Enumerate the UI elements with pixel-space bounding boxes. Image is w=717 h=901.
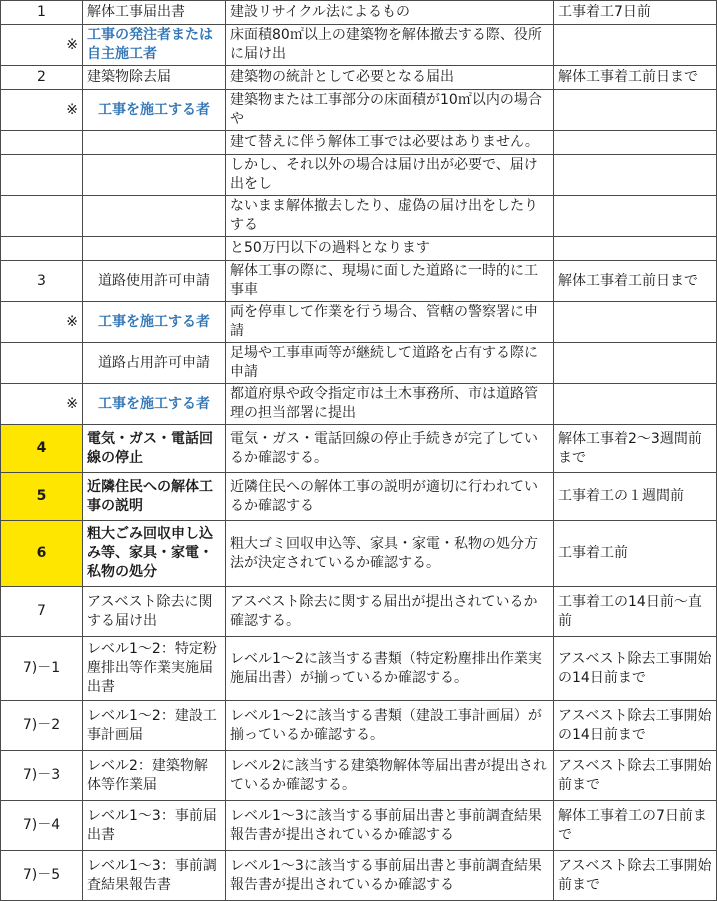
empty-cell	[554, 25, 717, 66]
empty-cell	[83, 196, 226, 237]
item-description: レベル1～3に該当する事前届出書と事前調査結果報告書が提出されているか確認する	[226, 851, 554, 901]
row-number: 7)－5	[1, 851, 83, 901]
row-number-highlighted: 4	[1, 425, 83, 473]
table-row	[1, 261, 717, 302]
table-row	[1, 90, 717, 131]
item-description-continued: ないまま解体撤去したり、虚偽の届け出をしたりする	[226, 196, 554, 237]
item-name: 粗大ごみ回収申し込み等、家具・家電・私物の処分	[83, 521, 226, 587]
table-row	[1, 851, 717, 901]
responsible-party: 工事を施工する者	[83, 302, 226, 343]
item-description: 建設リサイクル法によるもの	[226, 1, 554, 25]
item-description: 解体工事の際に、現場に面した道路に一時的に工事車	[226, 261, 554, 302]
item-description: 都道府県や政令指定市は土木事務所、市は道路管理の担当部署に提出	[226, 384, 554, 425]
table-row	[1, 237, 717, 261]
empty-cell	[1, 131, 83, 155]
item-timing: 工事着工の１週間前	[554, 473, 717, 521]
item-description-continued: 両を停車して作業を行う場合、管轄の警察署に申請	[226, 302, 554, 343]
item-timing: アスベスト除去工事開始前まで	[554, 751, 717, 801]
empty-cell	[83, 237, 226, 261]
row-number-highlighted: 6	[1, 521, 83, 587]
item-timing: アスベスト除去工事開始の14日前まで	[554, 701, 717, 751]
item-timing: 解体工事着工の7日前まで	[554, 801, 717, 851]
table-row	[1, 473, 717, 521]
table-row	[1, 801, 717, 851]
table-row	[1, 155, 717, 196]
item-name: 道路占用許可申請	[83, 343, 226, 384]
row-number: 2	[1, 66, 83, 90]
item-timing: 工事着工前	[554, 521, 717, 587]
table-row	[1, 131, 717, 155]
empty-cell	[554, 131, 717, 155]
empty-cell	[1, 237, 83, 261]
item-name: レベル1～2：建設工事計画届	[83, 701, 226, 751]
responsible-party: 工事を施工する者	[83, 384, 226, 425]
item-name: 建築物除去届	[83, 66, 226, 90]
empty-cell	[83, 155, 226, 196]
item-description-continued: と50万円以下の過料となります	[226, 237, 554, 261]
item-name: レベル1～3：事前調査結果報告書	[83, 851, 226, 901]
item-timing: アスベスト除去工事開始の14日前まで	[554, 637, 717, 701]
table-row	[1, 196, 717, 237]
table-row	[1, 25, 717, 66]
item-description: 足場や工事車両等が継続して道路を占有する際に申請	[226, 343, 554, 384]
item-description: 建築物の統計として必要となる届出	[226, 66, 554, 90]
item-name: 近隣住民への解体工事の説明	[83, 473, 226, 521]
empty-cell	[1, 343, 83, 384]
item-name: 道路使用許可申請	[83, 261, 226, 302]
item-description: アスベスト除去に関する届出が提出されているか確認する。	[226, 587, 554, 637]
item-description: レベル1～2に該当する書類（建設工事計画届）が揃っているか確認する。	[226, 701, 554, 751]
row-number: 1	[1, 1, 83, 25]
note-mark: ※	[1, 25, 83, 66]
empty-cell	[554, 155, 717, 196]
item-description-continued: しかし、それ以外の場合は届け出が必要で、届け出をし	[226, 155, 554, 196]
item-timing: 工事着工の14日前～直前	[554, 587, 717, 637]
item-description: レベル1～3に該当する事前届出書と事前調査結果報告書が提出されているか確認する	[226, 801, 554, 851]
table-row	[1, 66, 717, 90]
item-name: レベル1～3：事前届出書	[83, 801, 226, 851]
table-row	[1, 587, 717, 637]
item-description: 建築物または工事部分の床面積が10㎡以内の場合や	[226, 90, 554, 131]
note-mark: ※	[1, 302, 83, 343]
item-timing: 解体工事着工前日まで	[554, 66, 717, 90]
table-row	[1, 384, 717, 425]
empty-cell	[554, 237, 717, 261]
empty-cell	[1, 196, 83, 237]
item-description-continued: 建て替えに伴う解体工事では必要はありません。	[226, 131, 554, 155]
table-row	[1, 637, 717, 701]
item-description: レベル2に該当する建築物解体等届出書が提出されているか確認する。	[226, 751, 554, 801]
item-description: レベル1～2に該当する書類（特定粉塵排出作業実施届出書）が揃っているか確認する。	[226, 637, 554, 701]
empty-cell	[1, 155, 83, 196]
responsible-party: 工事を施工する者	[83, 90, 226, 131]
empty-cell	[554, 384, 717, 425]
item-description: 電気・ガス・電話回線の停止手続きが完了しているか確認する。	[226, 425, 554, 473]
item-timing: 工事着工7日前	[554, 1, 717, 25]
row-number: 7)－3	[1, 751, 83, 801]
item-description: 粗大ゴミ回収申込等、家具・家電・私物の処分方法が決定されているか確認する。	[226, 521, 554, 587]
responsible-party: 工事の発注者または自主施工者	[83, 25, 226, 66]
empty-cell	[554, 196, 717, 237]
row-number-highlighted: 5	[1, 473, 83, 521]
item-timing: アスベスト除去工事開始前まで	[554, 851, 717, 901]
item-description: 近隣住民への解体工事の説明が適切に行われているか確認する	[226, 473, 554, 521]
row-number: 7)－4	[1, 801, 83, 851]
item-timing: 解体工事着工前日まで	[554, 261, 717, 302]
table-row	[1, 751, 717, 801]
table-row	[1, 425, 717, 473]
note-mark: ※	[1, 90, 83, 131]
table-row	[1, 521, 717, 587]
note-mark: ※	[1, 384, 83, 425]
row-number: 3	[1, 261, 83, 302]
table-row	[1, 701, 717, 751]
table-row	[1, 343, 717, 384]
item-name: アスベスト除去に関する届け出	[83, 587, 226, 637]
item-name: レベル1～2：特定粉塵排出等作業実施届出書	[83, 637, 226, 701]
table-row	[1, 302, 717, 343]
row-number: 7	[1, 587, 83, 637]
row-number: 7)－2	[1, 701, 83, 751]
empty-cell	[554, 302, 717, 343]
table-row	[1, 1, 717, 25]
empty-cell	[83, 131, 226, 155]
item-name: レベル2：建築物解体等作業届	[83, 751, 226, 801]
item-description: 床面積80㎡以上の建築物を解体撤去する際、役所に届け出	[226, 25, 554, 66]
item-timing: 解体工事着2～3週間前まで	[554, 425, 717, 473]
row-number: 7)－1	[1, 637, 83, 701]
item-name: 解体工事届出書	[83, 1, 226, 25]
empty-cell	[554, 343, 717, 384]
item-name: 電気・ガス・電話回線の停止	[83, 425, 226, 473]
empty-cell	[554, 90, 717, 131]
